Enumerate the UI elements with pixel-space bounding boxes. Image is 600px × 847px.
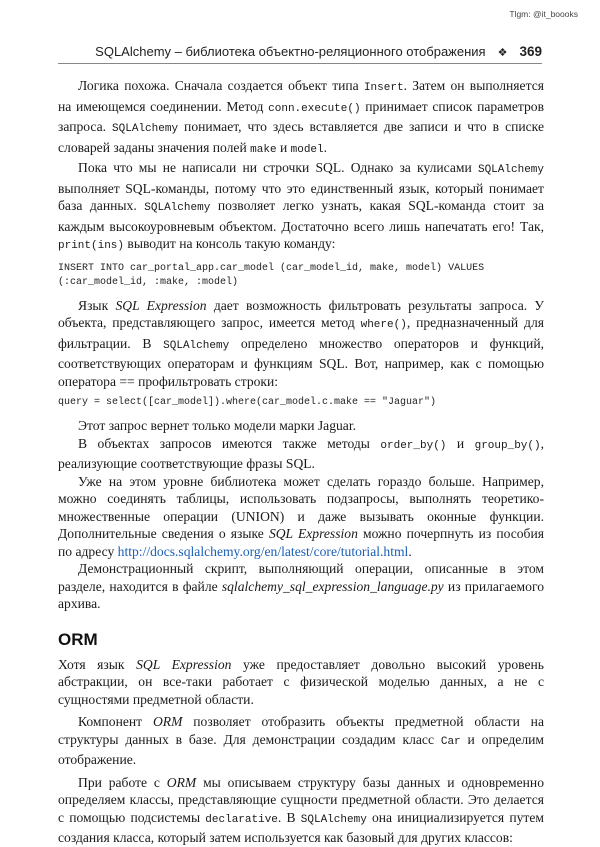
- code-sqlalchemy: SQLAlchemy: [477, 164, 544, 176]
- paragraph-insert-logic: Логика похожа. Сначала создается объект типа Insert. Затем он выполняется на имеющемся соединении. Метод conn.execute() принимает список параметров запроса. SQLAlchemy понимает, что здесь вставляется две записи и что в списке словарей заданы значения полей make и model.: [58, 78, 544, 156]
- page-body: [58, 77, 544, 847]
- section-heading-orm: ORM: [58, 629, 98, 649]
- diamond-icon: ❖: [497, 47, 508, 59]
- script-filename: sqlalchemy_sql_expression_language.py: [221, 578, 444, 594]
- code-insert: Insert: [363, 82, 404, 94]
- code-car: Car: [440, 735, 461, 748]
- code-declarative: declarative: [205, 813, 278, 826]
- code-order-by: order_by(): [380, 439, 447, 452]
- term-sql-expression: SQL Expression: [268, 526, 358, 541]
- code-sqlalchemy: SQLAlchemy: [112, 123, 179, 135]
- code-print-ins: print(ins): [58, 240, 125, 252]
- code-conn-execute: conn.execute(): [268, 102, 361, 115]
- paragraph-demo-script: Демонстрационный скрипт, выполняющий операции, описанные в этом разделе, находится в файле sqlalchemy_sql_expression_language.py из прилагаемого архива.: [58, 561, 544, 611]
- term-orm: ORM: [166, 774, 197, 790]
- code-block-insert: INSERT INTO car_portal_app.car_model (car_model_id, make, model) VALUES (:car_model_id, :make, :model): [58, 262, 485, 288]
- code-sqlalchemy: SQLAlchemy: [300, 813, 367, 826]
- term-sql-expression: SQL Expression: [136, 656, 232, 672]
- term-orm: ORM: [152, 714, 183, 729]
- paragraph-declarative: При работе с ORM мы описываем структуру базы данных и одновременно определяем классы, представляющие сущности предметной области. Это делается с помощью подсистемы declarative. В SQLAlchemy она инициализируется путем создания класса, который затем используется как базовый для других классов:: [58, 774, 545, 845]
- paragraph-jaguar: Этот запрос вернет только модели марки Jaguar.: [78, 418, 357, 433]
- paragraph-order-group: В объектах запросов имеются также методы order_by() и group_by(), реализующие соответствующие фразы SQL.: [58, 435, 545, 471]
- code-sqlalchemy: SQLAlchemy: [163, 339, 230, 352]
- code-block-query: query = select([car_model]).where(car_model.c.make == "Jaguar"): [58, 397, 437, 408]
- tutorial-link[interactable]: http://docs.sqlalchemy.org/en/latest/core/tutorial.html: [117, 543, 409, 559]
- paragraph-orm-intro: Хотя язык SQL Expression уже предоставляет довольно высокий уровень абстракции, он все-таки работает с физической моделью данных, а не с сущностями предметной области.: [58, 656, 545, 707]
- code-model: model: [290, 143, 324, 156]
- code-group-by: group_by(): [474, 439, 541, 452]
- header-rule: [58, 63, 542, 64]
- page-number: 369: [519, 44, 542, 59]
- term-sql-expression: SQL Expression: [115, 297, 207, 313]
- paragraph-sql-expression: Язык SQL Expression дает возможность фильтровать результаты запроса. У объекта, представляющего запрос, имеется метод where(), предназначенный для фильтрации. В SQLAlchemy определено множество операторов и функций, соответствующих операторам и функциям SQL. Вот, например, как с помощью оператора == профильтровать строки:: [58, 297, 545, 389]
- code-where: where(): [360, 319, 407, 331]
- paragraph-no-sql: Пока что мы не написали ни строчки SQL. Однако за кулисами SQLAlchemy выполняет SQL-команды, потому что это единственный язык, который понимает база данных. SQLAlchemy позволяет легко узнать, какая SQL-команда стоит за каждым высокоуровневым объектом. Достаточно всего лишь напечатать его! Так, print(ins) выводит на консоль такую команду:: [58, 160, 545, 252]
- paragraph-orm-component: Компонент ORM позволяет отобразить объекты предметной области на структуры данных в базе. Для демонстрации создадим класс Car и определим отображение.: [58, 714, 544, 767]
- paragraph-more-features: Уже на этом уровне библиотека может сделать гораздо больше. Например, можно соединять таблицы, использовать подзапросы, выполнять теоретико-множественные операции (UNION) и даже вызывать оконные функции. Дополнительные сведения о языке SQL Expression можно почерпнуть из пособия по адресу http://docs.sqlalchemy.org/en/latest/core/tutorial.html.: [58, 473, 545, 559]
- watermark: Tlgm: @it_boooks: [509, 9, 578, 19]
- code-make: make: [250, 143, 277, 156]
- code-sqlalchemy: SQLAlchemy: [144, 202, 211, 214]
- header-title: SQLAlchemy – библиотека объектно-реляционного отображения: [95, 44, 486, 59]
- running-header: [95, 44, 542, 59]
